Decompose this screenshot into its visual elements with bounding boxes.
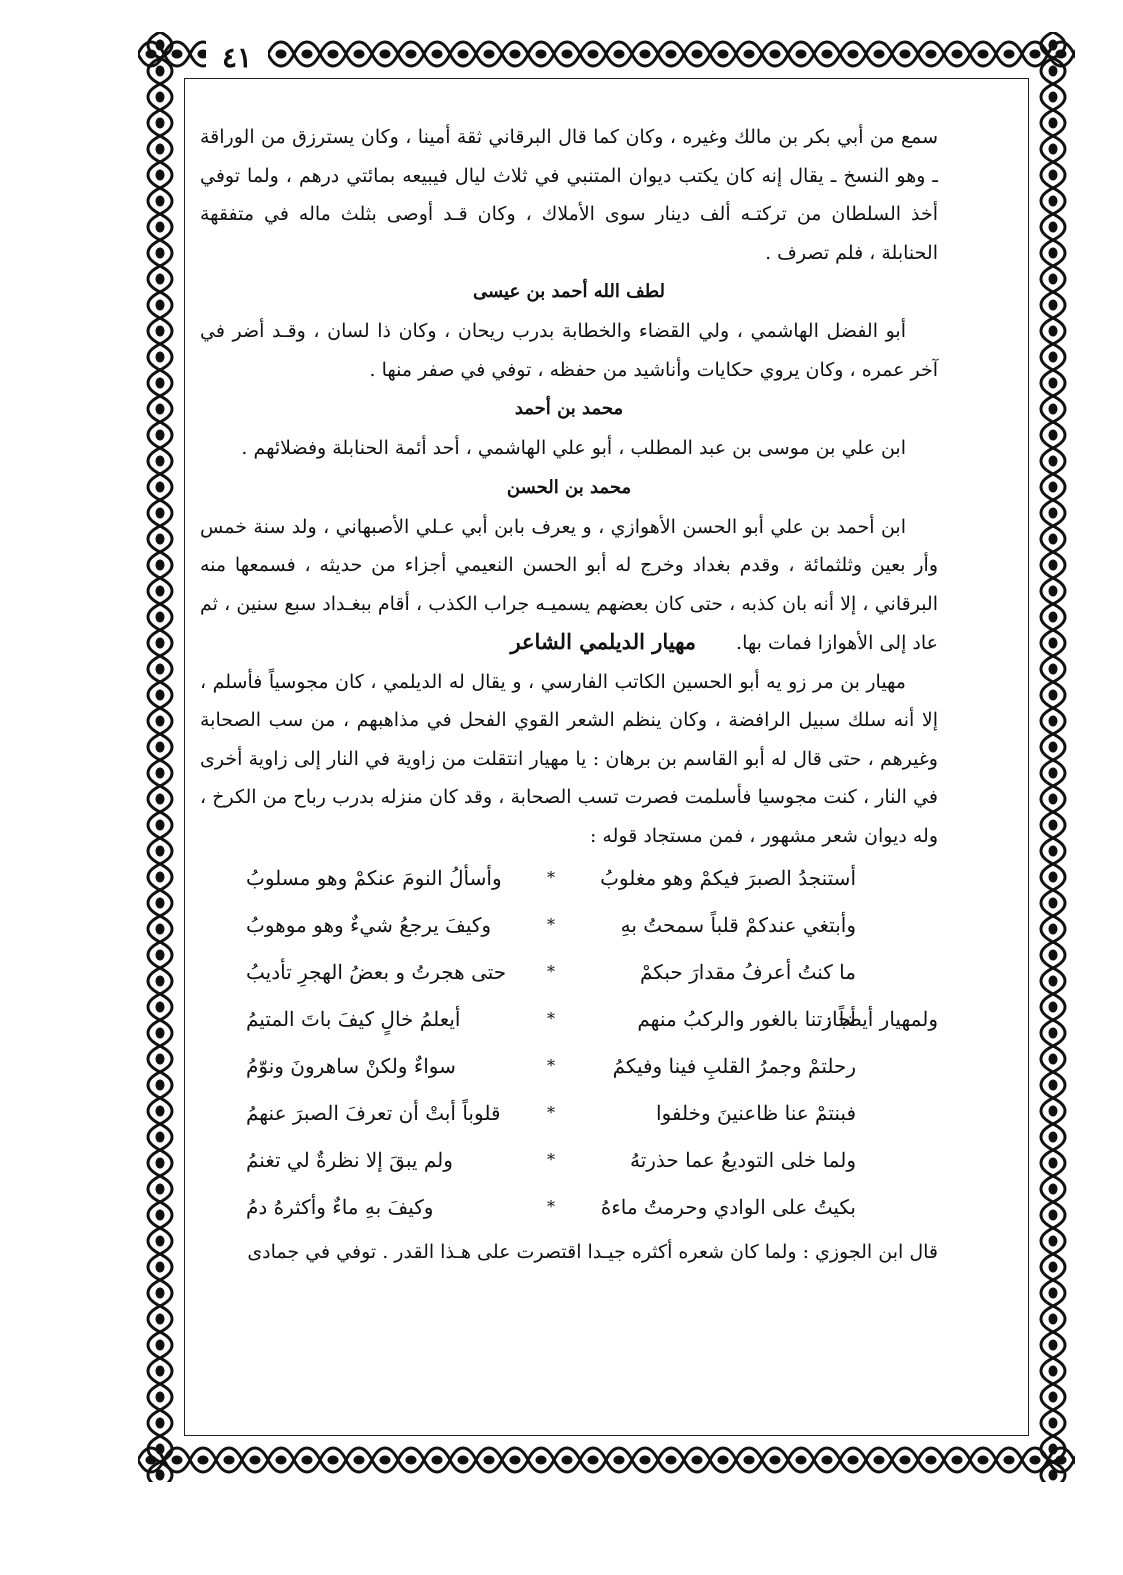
- verse-line: [200, 1043, 938, 1090]
- entry-paragraph: [200, 508, 938, 663]
- ornamental-border-bottom: [138, 1438, 1075, 1482]
- verse-separator-star: *: [547, 1009, 555, 1029]
- verse-first-hemistich: وأبتغي عندكمْ قلباً سمحتُ بهِ: [620, 913, 856, 938]
- verse-second-hemistich: وكيفَ بهِ ماءٌ وأكثرهُ دمُ: [246, 1195, 434, 1220]
- entry-paragraph: ابن علي بن موسى بن عبد المطلب ، أبو علي الهاشمي ، أحد أئمة الحنابلة وفضلائهم .: [241, 437, 906, 459]
- verse-first-hemistich: فبنتمْ عنا ظاعنينَ وخلفوا: [656, 1101, 856, 1126]
- verse-second-hemistich: أيعلمُ خالٍ كيفَ باتَ المتيمُ: [246, 1007, 461, 1032]
- entry-paragraph: أبو الفضل الهاشمي ، ولي القضاء والخطابة بدرب ريحان ، وكان ذا لسان ، وقـد أضر في آخر عمره ، وكان يروي حكايات وأناشيد من حفظه ، توفي في صفر منها .: [200, 320, 938, 381]
- verse-line: [200, 902, 938, 949]
- verse-separator-star: *: [547, 868, 555, 888]
- entry-heading-inline: مهيار الديلمي الشاعر: [510, 629, 697, 654]
- entry-heading: لطف الله أحمد بن عيسى: [473, 281, 665, 302]
- verse-separator-star: *: [547, 1197, 555, 1217]
- verse-second-hemistich: حتى هجرتُ و بعضُ الهجرِ تأديبُ: [246, 960, 507, 985]
- verse-line: [200, 1137, 938, 1184]
- entry-paragraph-text: ابن أحمد بن علي أبو الحسن الأهوازي ، و يعرف بابن أبي عـلي الأصبهاني ، ولد سنة خمس وأر بعين وثلثمائة ، وقدم بغداد وخرج له أبو الحسن النعيمي أجزاء من حديثه ، فسمعها منه البرقاني ، إلا أنه بان كذبه ، حتى كان بعضهم يسميـه جراب الكذب ، أقام ببغـداد سبع سنين ، ثم عاد إلى الأهوازا فمات بها.: [200, 515, 938, 654]
- entry-paragraph: مهيار بن مر زو يه أبو الحسين الكاتب الفارسي ، و يقال له الديلمي ، كان مجوسياً فأسلم ، إلا أنه سلك سبيل الرافضة ، وكان ينظم الشعر القوي الفحل في مذاهبهم ، من سب الصحابة وغيرهم ، حتى قال له أبو القاسم بن برهان : يا مهيار انتقلت من زاوية في النار إلى زاوية أخرى في النار ، كنت مجوسيا فأسلمت فصرت تسب الصحابة ، وقد كان منزله بدرب رباح من الكرخ ، وله ديوان شعر مشهور ، فمن مستجاد قوله :: [200, 670, 938, 847]
- verse-second-hemistich: ولم يبقَ إلا نظرةٌ لي تغنمُ: [246, 1148, 453, 1173]
- verse-second-hemistich: قلوباً أبتْ أن تعرفَ الصبرَ عنهمُ: [246, 1101, 501, 1126]
- ornamental-border-right: [1031, 32, 1075, 1482]
- verse-first-hemistich: بكيتُ على الوادي وحرمتُ ماءهُ: [600, 1195, 856, 1220]
- verse-first-hemistich: أستنجدُ الصبرَ فيكمْ وهو مغلوبُ: [600, 866, 856, 891]
- verse-second-hemistich: وكيفَ يرجعُ شيءٌ وهو موهوبُ: [246, 913, 492, 938]
- verse-first-hemistich: رحلتمْ وجمرُ القلبِ فينا وفيكمُ: [612, 1054, 856, 1079]
- closing-paragraph: قال ابن الجوزي : ولما كان شعره أكثره جيـدا اقتصرت على هـذا القدر . توفي في جمادى: [247, 1241, 938, 1263]
- verse-line: [200, 949, 938, 996]
- verse-line: [200, 855, 938, 902]
- verse-first-hemistich: ما كنتُ أعرفُ مقدارَ حبكمْ: [640, 960, 856, 985]
- entry-heading: محمد بن الحسن: [506, 476, 632, 498]
- ornamental-border-left: [138, 32, 182, 1482]
- page-body: [200, 118, 938, 1418]
- verse-line: [200, 1184, 938, 1231]
- page-number: ٤١: [206, 38, 268, 76]
- verse-line: [200, 1090, 938, 1137]
- verse-separator-star: *: [547, 915, 555, 935]
- entry-heading: محمد بن أحمد: [514, 398, 624, 419]
- verse-first-hemistich: ولما خلى التوديعُ عما حذرتهُ: [629, 1148, 856, 1173]
- poem: [200, 855, 938, 1231]
- verse-separator-star: *: [547, 1103, 555, 1123]
- verse-first-hemistich: أجارتنا بالغور والركبُ منهم: [637, 1007, 856, 1032]
- verse-second-hemistich: وأسألُ النومَ عنكمْ وهو مسلوبُ: [246, 866, 502, 891]
- verse-lead-label: ولمهيار أيضاً :: [825, 1007, 938, 1032]
- ornamental-border-top: [138, 32, 1075, 76]
- paragraph-continuation: سمع من أبي بكر بن مالك وغيره ، وكان كما قال البرقاني ثقة أمينا ، وكان يسترزق من الوراقة ـ وهو النسخ ـ يقال إنه كان يكتب ديوان المتنبي في ثلاث ليال فيبيعه بمائتي درهم ، ولما توفي أخذ السلطان من تركتـه ألف دينار سوى الأملاك ، وكان قـد أوصى بثلث ماله في متفقهة الحنابلة ، فلم تصرف .: [200, 126, 938, 264]
- verse-line: [200, 996, 938, 1043]
- verse-separator-star: *: [547, 1056, 555, 1076]
- verse-separator-star: *: [547, 962, 555, 982]
- verse-separator-star: *: [547, 1150, 555, 1170]
- verse-second-hemistich: سواءٌ ولكنْ ساهرونَ ونوّمُ: [246, 1054, 456, 1079]
